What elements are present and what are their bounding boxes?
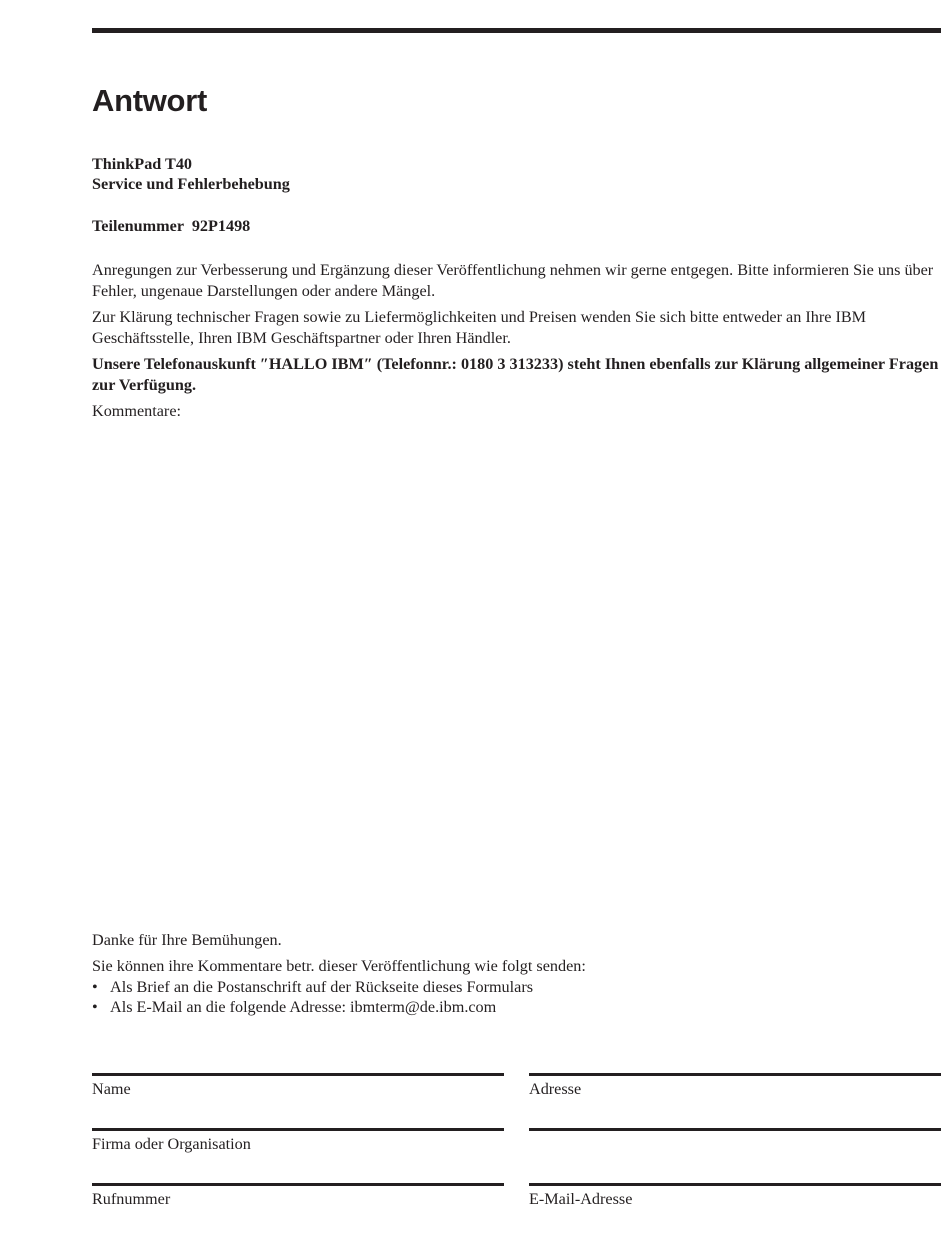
- top-rule: [92, 28, 941, 33]
- thanks-text: Danke für Ihre Bemühungen.: [92, 931, 282, 949]
- hotline-paragraph: Unsere Telefonauskunft ″HALLO IBM″ (Telefonnr.: 0180 3 313233) steht Ihnen ebenfalls zur Klärung allgemeiner Fragen zur Verfügung.: [92, 355, 939, 394]
- contact-paragraph: Zur Klärung technischer Fragen sowie zu Liefermöglichkeiten und Preisen wenden Sie sich bitte entweder an Ihre IBM Geschäftsstelle, Ihren IBM Geschäftspartner oder Ihren Händler.: [92, 308, 867, 347]
- send-options-list: [92, 977, 941, 1018]
- phone-field-label: Rufnummer: [92, 1190, 171, 1208]
- product-block: [92, 155, 941, 194]
- page-title: Antwort: [92, 83, 207, 118]
- send-options: [92, 956, 941, 1018]
- name-field-label: Name: [92, 1080, 131, 1098]
- part-number: Teilenummer 92P1498: [92, 217, 251, 235]
- address-field-rule-2: [529, 1128, 941, 1131]
- list-item: • Als Brief an die Postanschrift auf der Rückseite dieses Formulars: [92, 977, 941, 998]
- company-field-label: Firma oder Organisation: [92, 1135, 251, 1153]
- send-intro: Sie können ihre Kommentare betr. dieser Veröffentlichung wie folgt senden:: [92, 957, 586, 975]
- list-item: • Als E-Mail an die folgende Adresse: ibmterm@de.ibm.com: [92, 997, 941, 1018]
- phone-field-rule: [92, 1183, 504, 1186]
- company-field-rule: [92, 1128, 504, 1131]
- email-field-label: E-Mail-Adresse: [529, 1190, 633, 1208]
- comments-area[interactable]: [92, 424, 941, 924]
- address-field-rule-1: [529, 1073, 941, 1076]
- address-field-label: Adresse: [529, 1080, 582, 1098]
- name-field-rule: [92, 1073, 504, 1076]
- product-name: ThinkPad T40: [92, 155, 193, 173]
- document-title: Service und Fehlerbehebung: [92, 174, 290, 193]
- email-field-rule: [529, 1183, 941, 1186]
- intro-paragraph: Anregungen zur Verbesserung und Ergänzung dieser Veröffentlichung nehmen wir gerne entgegen. Bitte informieren Sie uns über Fehler, ungenaue Darstellungen oder andere Mängel.: [92, 261, 934, 300]
- comments-label: Kommentare:: [92, 402, 181, 420]
